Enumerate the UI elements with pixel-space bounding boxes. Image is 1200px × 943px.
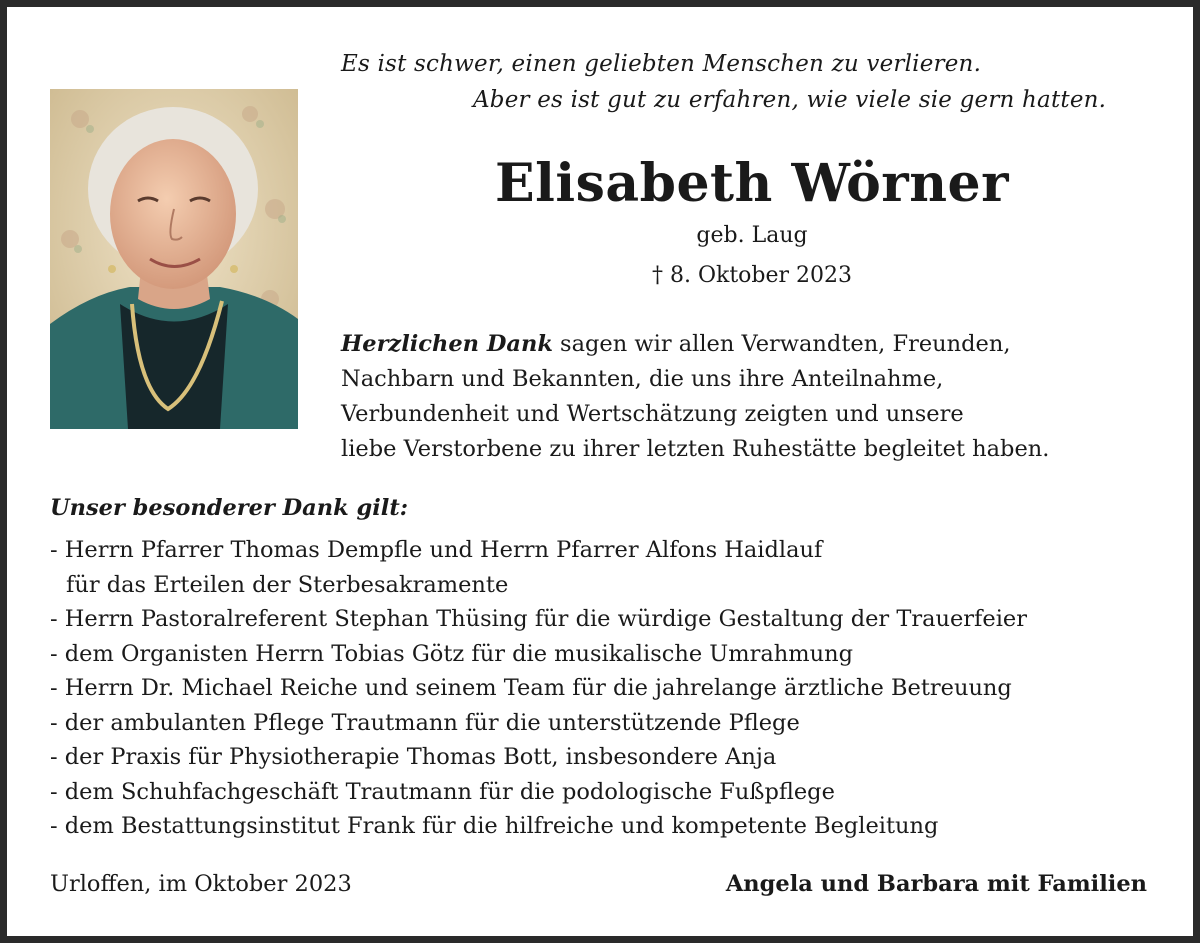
list-item: - Herrn Dr. Michael Reiche und seinem Team für die jahrelange ärztliche Betreuung [50,675,1012,701]
thanks-highlight: Herzlichen Dank [341,331,553,357]
thanks-line-1 [341,327,1141,362]
list-item: - dem Schuhfachgeschäft Trautmann für die podologische Fußpflege [50,778,835,805]
quote-line-2: Aber es ist gut zu erfahren, wie viele sie gern hatten. [473,87,1107,113]
list-item: - der Praxis für Physiotherapie Thomas Bott, insbesondere Anja [50,744,777,770]
list-item: - dem Organisten Herrn Tobias Götz für die musikalische Umrahmung [50,640,853,667]
death-date: † 8. Oktober 2023 [651,263,853,288]
thanks-line-2: Nachbarn und Bekannten, die uns ihre Anteilnahme, [341,366,944,392]
list-item: - der ambulanten Pflege Trautmann für die unterstützende Pflege [50,709,800,736]
portrait-photo [50,89,298,429]
thanks-line-3: Verbundenheit und Wertschätzung zeigten und unsere [341,401,964,427]
thanks-paragraph [341,327,1141,467]
signature: Angela und Barbara mit Familien [725,871,1147,897]
list-item: - dem Bestattungsinstitut Frank für die hilfreiche und kompetente Begleitung [50,813,939,839]
deceased-name: Elisabeth Wörner [494,153,1009,214]
thanks-line-4: liebe Verstorbene zu ihrer letzten Ruhestätte begleitet haben. [341,436,1050,462]
special-thanks-heading: Unser besonderer Dank gilt: [50,495,409,521]
birth-name: geb. Laug [696,223,808,248]
place-date: Urloffen, im Oktober 2023 [50,871,352,897]
special-thanks-list [50,533,1027,844]
list-item: - Herrn Pfarrer Thomas Dempfle und Herrn Pfarrer Alfons Haidlauf [50,537,823,563]
list-item: für das Erteilen der Sterbesakramente [66,571,509,598]
quote-line-1: Es ist schwer, einen geliebten Menschen zu verlieren. [341,51,982,77]
list-item: - Herrn Pastoralreferent Stephan Thüsing für die würdige Gestaltung der Trauerfeier [50,606,1027,632]
thanks-line-1-rest: sagen wir allen Verwandten, Freunden, [552,331,1011,357]
